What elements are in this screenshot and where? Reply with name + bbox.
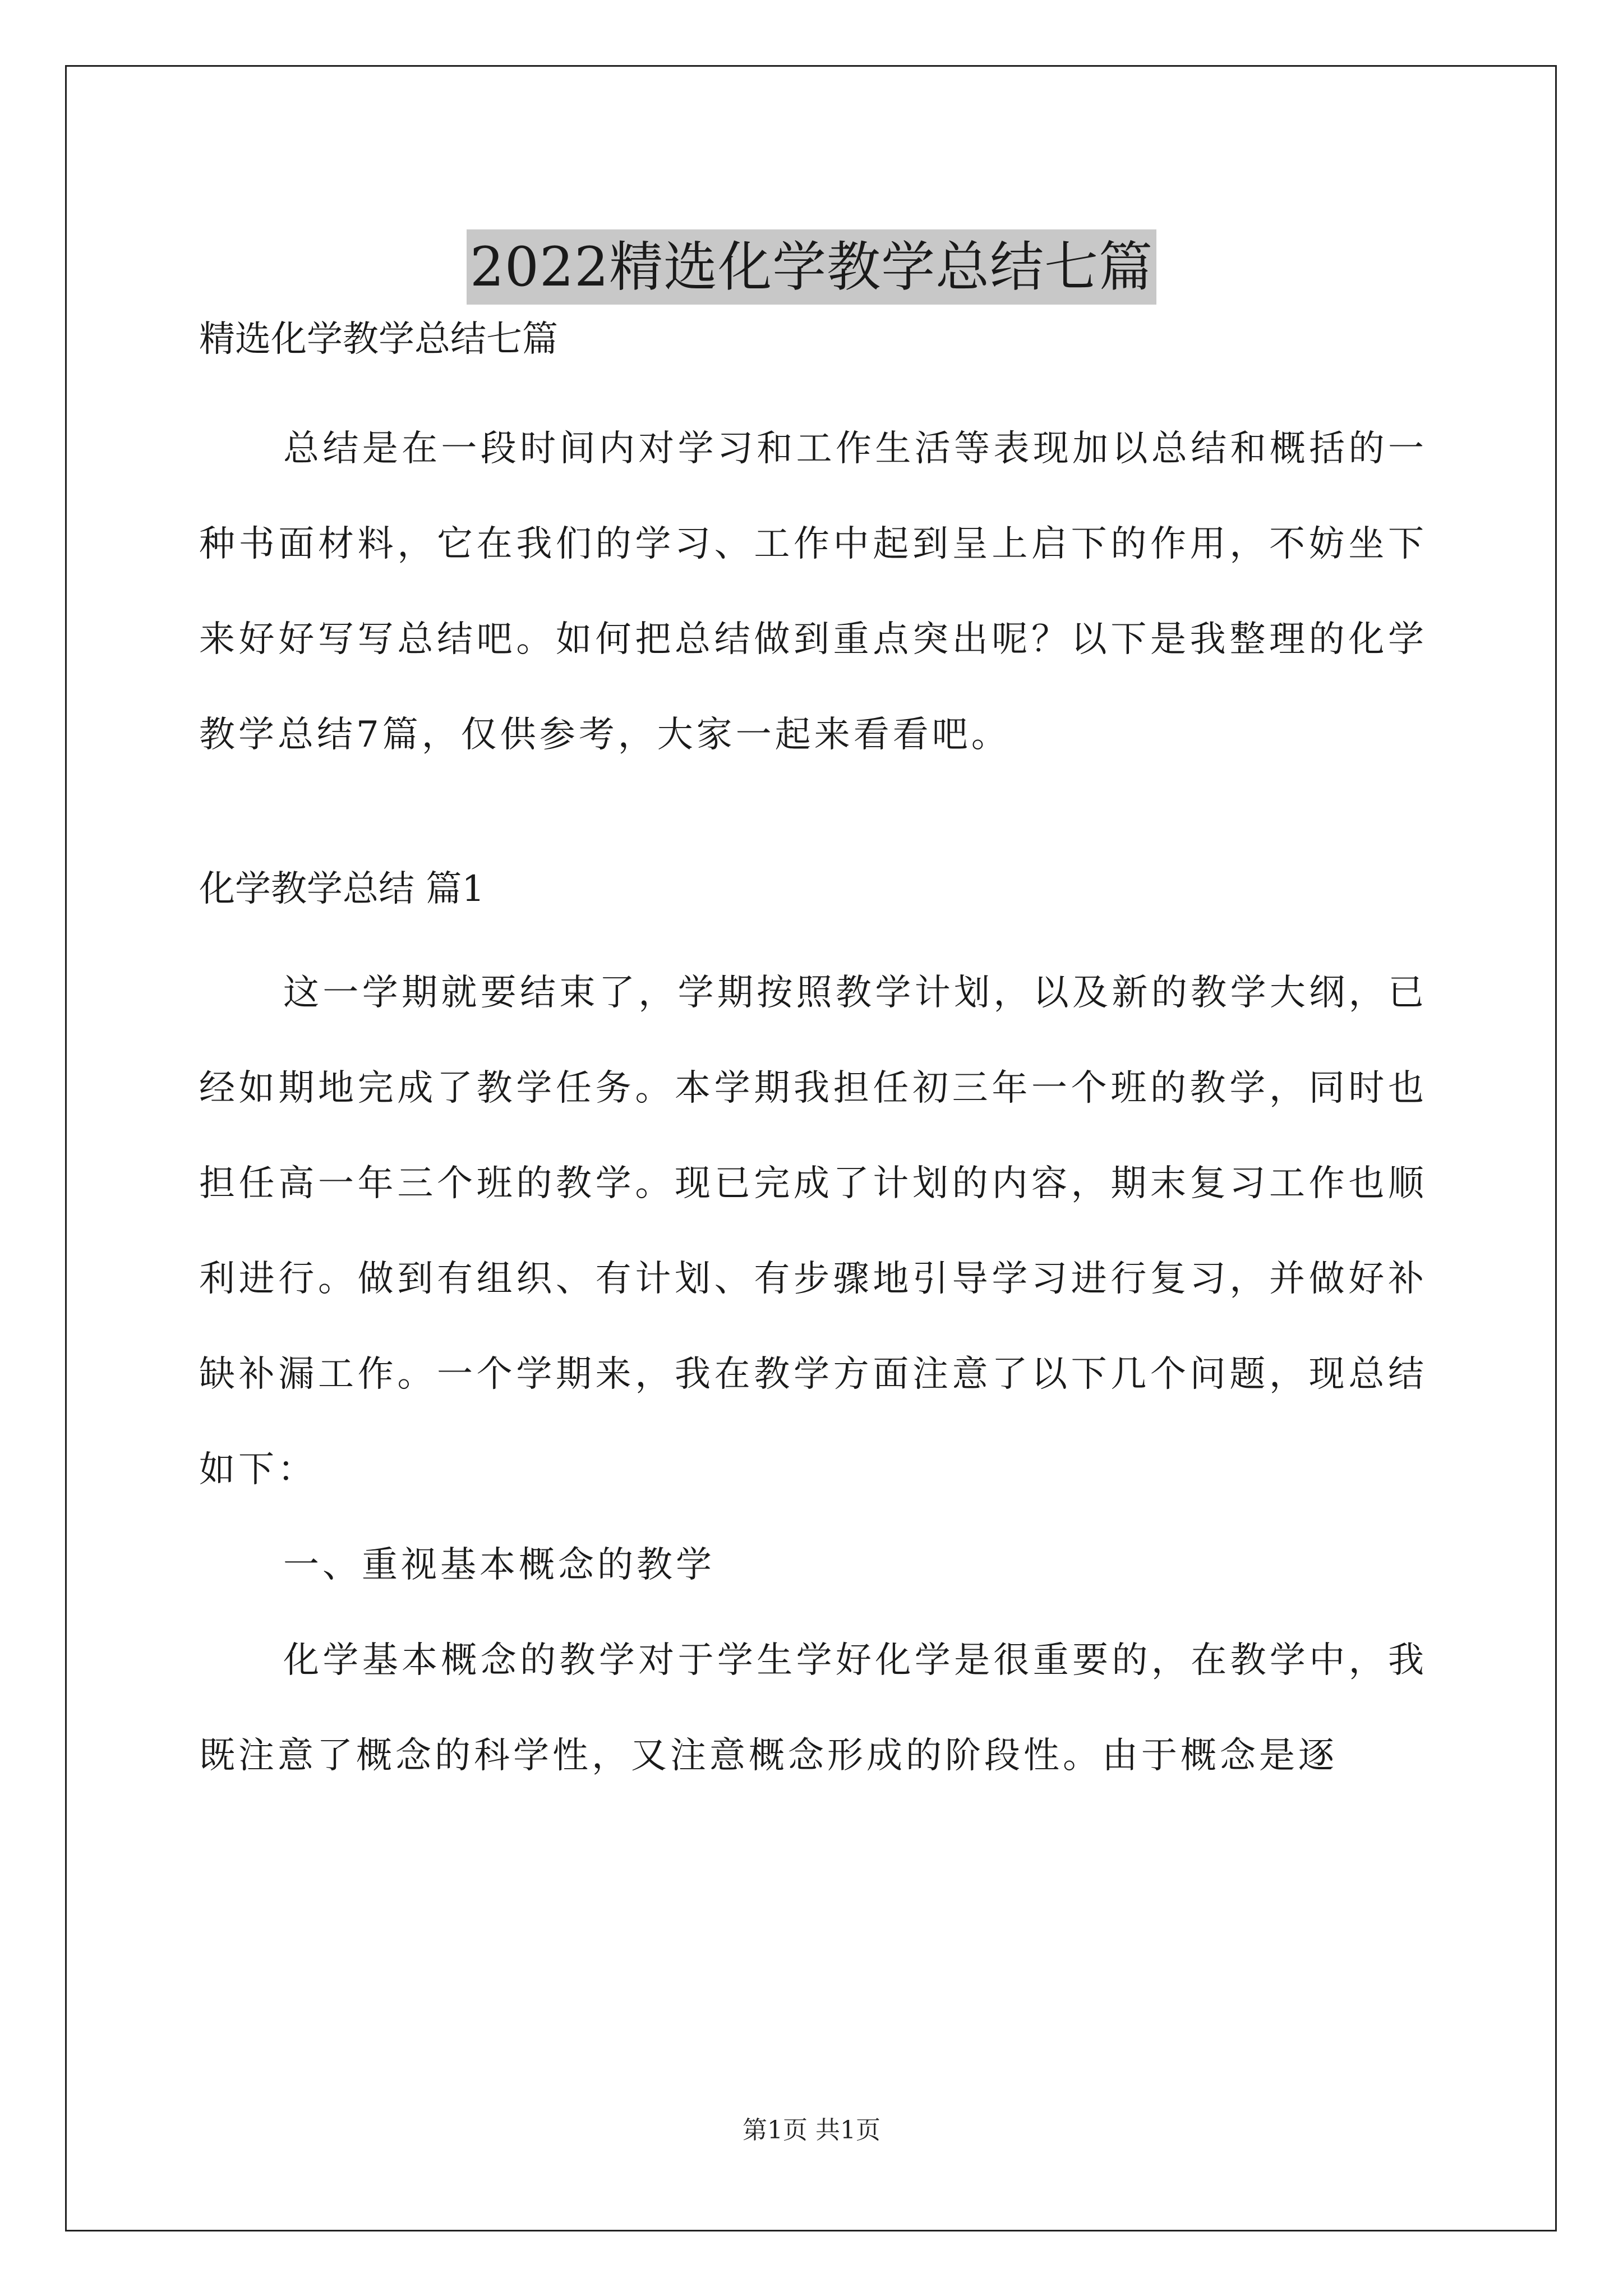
document-title: 2022精选化学教学总结七篇: [467, 229, 1156, 305]
point-paragraph: 化学基本概念的教学对于学生学好化学是很重要的，在教学中，我既注意了概念的科学性，又注意概念形成的阶段性。由于概念是逐: [199, 1640, 1427, 1777]
point-heading: 一、重视基本概念的教学: [283, 1544, 715, 1586]
document-body: [199, 306, 1427, 1803]
section-paragraph: 这一学期就要结束了，学期按照教学计划，以及新的教学大纲，已经如期地完成了教学任务。本学期我担任初三年一个班的教学，同时也担任高一年三个班的教学。现已完成了计划的内容，期末复习工作也顺利进行。做到有组织、有计划、有步骤地引导学习进行复习，并做好补缺补漏工作。一个学期来，我在教学方面注意了以下几个问题，现总结如下：: [199, 972, 1427, 1490]
intro-paragraph: 总结是在一段时间内对学习和工作生活等表现加以总结和概括的一种书面材料，它在我们的学习、工作中起到呈上启下的作用，不妨坐下来好好写写总结吧。如何把总结做到重点突出呢？以下是我整理的化学教学总结7篇，仅供参考，大家一起来看看吧。: [199, 428, 1427, 756]
page-number: 第1页 共1页: [743, 2116, 880, 2145]
document-subtitle: 精选化学教学总结七篇: [199, 319, 558, 360]
section-heading: 化学教学总结 篇1: [199, 868, 485, 910]
